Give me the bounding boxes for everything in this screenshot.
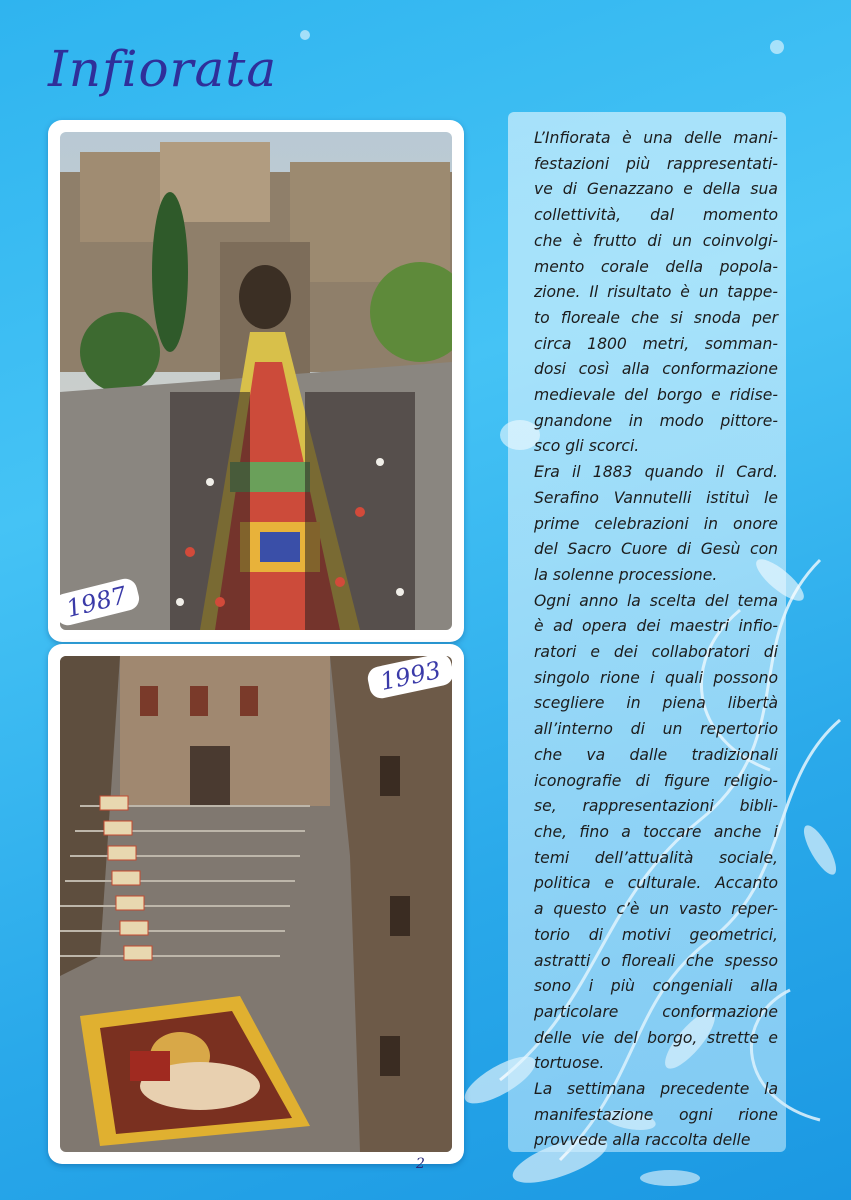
text-line: Ogni anno la scelta del tema	[534, 591, 778, 610]
text-line: circa 1800 metri, somman-	[534, 334, 778, 353]
text-line: torio di motivi geometrici,	[534, 925, 778, 944]
text-line: tortuose.	[534, 1054, 605, 1073]
text-line: collettività, dal momento	[534, 206, 778, 225]
text-line: che è frutto di un coinvolgi-	[534, 231, 778, 250]
text-line: all’interno di un repertorio	[534, 720, 778, 739]
text-line: manifestazione ogni rione	[534, 1105, 778, 1124]
text-line: to floreale che si snoda per	[534, 308, 778, 327]
page-number: 2	[416, 1156, 425, 1172]
flower-carpet-stairs-photo-icon	[60, 656, 452, 1152]
text-line: scegliere in piena libertà	[534, 694, 778, 713]
text-line: particolare conformazione	[534, 1002, 778, 1021]
text-line: provvede alla raccolta delle	[534, 1131, 751, 1150]
text-line: mento corale della popola-	[534, 257, 778, 276]
text-line: che, fino a toccare anche i	[534, 822, 778, 841]
text-line: medievale del borgo e ridise-	[534, 386, 778, 405]
body-text	[534, 126, 778, 1154]
text-line: festazioni più rappresentati-	[534, 154, 778, 173]
text-line: zione. Il risultato è un tappe-	[534, 283, 778, 302]
street-procession-photo-icon	[60, 132, 452, 630]
text-line: politica e culturale. Accanto	[534, 874, 778, 893]
text-line: temi dell’attualità sociale,	[534, 848, 778, 867]
photo-1993	[48, 644, 464, 1164]
text-line: astratti o floreali che spesso	[534, 951, 778, 970]
text-line: prime celebrazioni in onore	[534, 514, 778, 533]
splash-decoration	[300, 30, 310, 40]
text-line: La settimana precedente la	[534, 1080, 778, 1099]
text-line: la solenne processione.	[534, 565, 718, 584]
text-line: del Sacro Cuore di Gesù con	[534, 540, 778, 559]
text-line: sco gli scorci.	[534, 437, 640, 456]
text-line: Serafino Vannutelli istituì le	[534, 488, 778, 507]
text-line: se, rappresentazioni bibli-	[534, 797, 778, 816]
text-line: sono i più congeniali alla	[534, 977, 778, 996]
text-line: singolo rione i quali possono	[534, 668, 778, 687]
text-line: Era il 1883 quando il Card.	[534, 463, 778, 482]
splash-decoration	[770, 40, 784, 54]
text-line: ratori e dei collaboratori di	[534, 643, 778, 662]
text-line: gnandone in modo pittore-	[534, 411, 778, 430]
text-line: iconografie di figure religio-	[534, 771, 778, 790]
text-line: è ad opera dei maestri infio-	[534, 617, 778, 636]
year-label-1993: 1993	[366, 652, 456, 701]
year-label-1987: 1987	[51, 576, 141, 628]
text-line: che va dalle tradizionali	[534, 745, 778, 764]
text-line: a questo c’è un vasto reper-	[534, 900, 778, 919]
text-line: delle vie del borgo, strette e	[534, 1028, 778, 1047]
text-line: ve di Genazzano e della sua	[534, 180, 778, 199]
photo-1987	[48, 120, 464, 642]
text-line: dosi così alla conformazione	[534, 360, 778, 379]
page-title: Infiorata	[48, 40, 278, 98]
text-line: L’Infiorata è una delle mani-	[534, 129, 778, 147]
